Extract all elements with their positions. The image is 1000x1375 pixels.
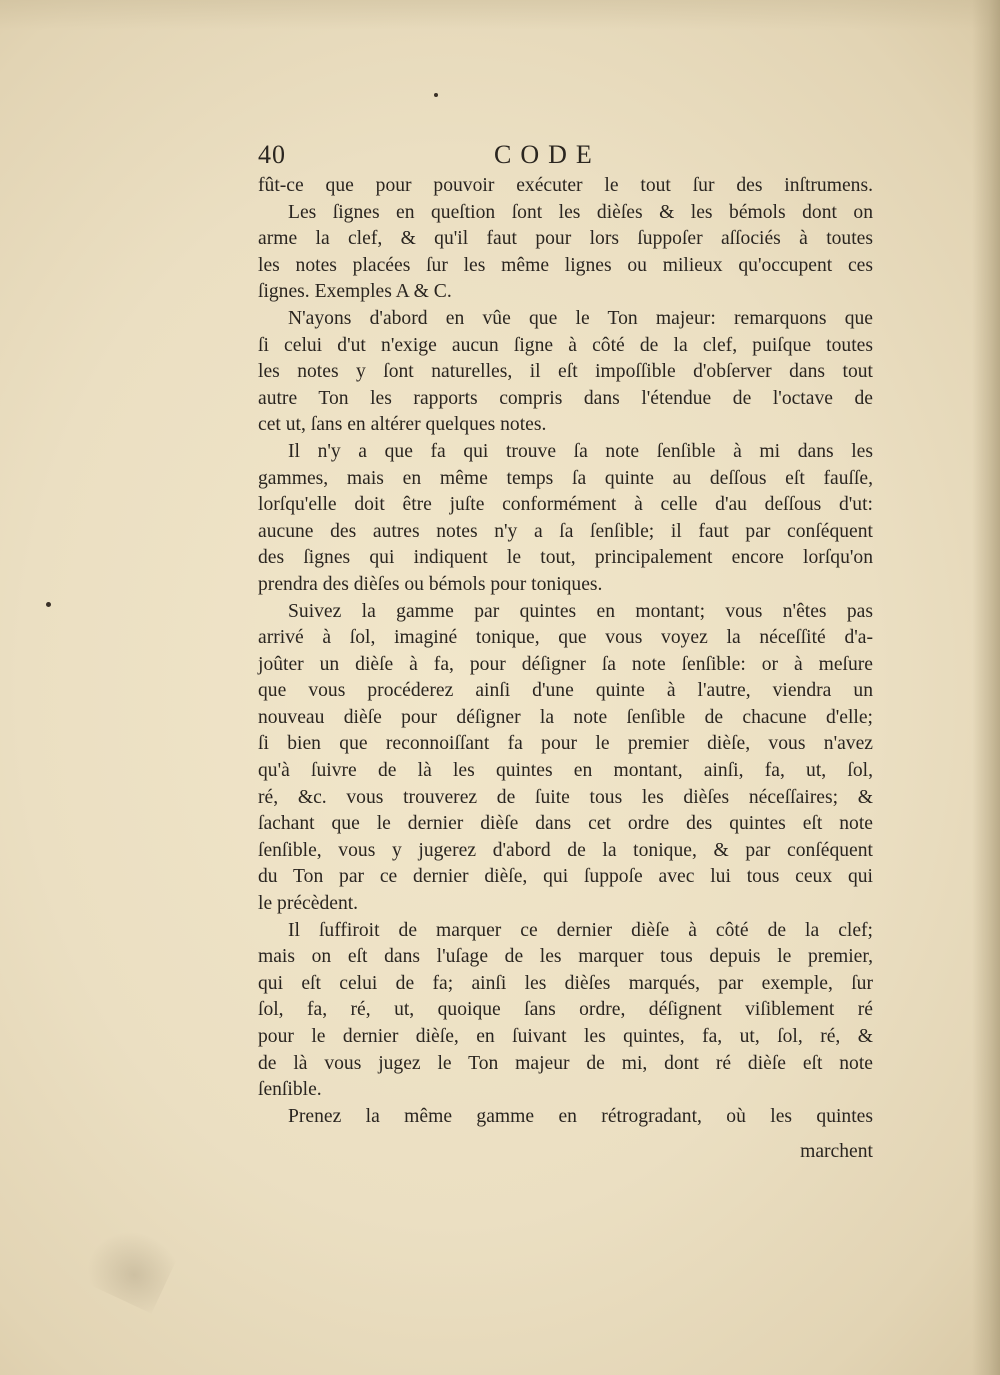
text-line: le précèdent.	[258, 893, 359, 915]
text-line: Il ſuffiroit de marquer ce dernier dièſe à côté de la clef;	[288, 919, 873, 941]
text-line: de là vous jugez le Ton majeur de mi, dont ré dièſe eſt note	[258, 1052, 873, 1074]
running-head	[258, 140, 873, 176]
page-stain	[79, 1216, 181, 1313]
text-line: ſignes. Exemples A & C.	[258, 281, 452, 303]
page-number: 40	[258, 140, 286, 169]
text-line: que vous procéderez ainſi d'une quinte à l'autre, viendra un	[258, 680, 873, 702]
text-line: cet ut, ſans en altérer quelques notes.	[258, 414, 547, 436]
text-line: fût-ce que pour pouvoir exécuter le tout ſur des inſtrumens.	[258, 175, 873, 196]
text-line: les notes placées ſur les même lignes ou milieux qu'occupent ces	[258, 254, 873, 276]
catchword: marchent	[800, 1141, 873, 1162]
text-line: des ſignes qui indiquent le tout, principalement encore lorſqu'on	[258, 547, 873, 569]
page-gutter-shadow	[972, 0, 1000, 1375]
text-line: ré, &c. vous trouverez de ſuite tous les dièſes néceſſaires; &	[258, 786, 873, 808]
text-line: joûter un dièſe à fa, pour déſigner ſa note ſenſible: or à meſure	[258, 653, 873, 675]
text-line: Suivez la gamme par quintes en montant; vous n'êtes pas	[288, 600, 873, 622]
text-line: prendra des dièſes ou bémols pour toniques.	[258, 573, 603, 595]
text-line: mais on eſt dans l'uſage de les marquer tous depuis le premier,	[258, 946, 873, 968]
text-line: aucune des autres notes n'y a ſa ſenſible; il faut par conſéquent	[258, 520, 873, 542]
page-top-shadow	[0, 0, 1000, 30]
text-line: Prenez la même gamme en rétrogradant, où les quintes	[288, 1105, 873, 1127]
text-line: ſi bien que reconnoiſſant fa pour le premier dièſe, vous n'avez	[258, 733, 873, 755]
text-line: qui eſt celui de fa; ainſi les dièſes marqués, par exemple, ſur	[258, 972, 873, 994]
text-line: lorſqu'elle doit être juſte conformément à celle d'au deſſous d'ut:	[258, 494, 873, 516]
text-line: autre Ton les rapports compris dans l'étendue de l'octave de	[258, 387, 873, 409]
text-line: ſenſible, vous y jugerez d'abord de la tonique, & par conſéquent	[258, 839, 873, 861]
text-line: ſachant que le dernier dièſe dans cet ordre des quintes eſt note	[258, 813, 873, 835]
text-line: ſi celui d'ut n'exige aucun ſigne à côté de la clef, puiſque toutes	[258, 334, 873, 356]
text-line: ſol, fa, ré, ut, quoique ſans ordre, déſignent viſiblement ré	[258, 999, 873, 1021]
running-title: CODE	[494, 140, 601, 169]
text-line: Les ſignes en queſtion ſont les dièſes & les bémols dont on	[288, 201, 873, 223]
text-line: du Ton par ce dernier dièſe, qui ſuppoſe avec lui tous ceux qui	[258, 866, 873, 888]
text-line: nouveau dièſe pour déſigner la note ſenſible de chacune d'elle;	[258, 706, 873, 728]
body-text	[258, 173, 873, 1130]
text-line: les notes y ſont naturelles, il eſt impoſſible d'obſerver dans tout	[258, 361, 873, 383]
ink-speck	[434, 93, 438, 97]
text-line: arrivé à ſol, imaginé tonique, que vous voyez la néceſſité d'a-	[258, 627, 873, 649]
text-line: arme la clef, & qu'il faut pour lors ſuppoſer aſſociés à toutes	[258, 228, 873, 250]
text-line: pour le dernier dièſe, en ſuivant les quintes, fa, ut, ſol, ré, &	[258, 1026, 873, 1047]
ink-speck	[46, 602, 51, 607]
text-line: qu'à ſuivre de là les quintes en montant, ainſi, fa, ut, ſol,	[258, 760, 873, 782]
text-line: ſenſible.	[258, 1079, 322, 1101]
text-line: N'ayons d'abord en vûe que le Ton majeur: remarquons que	[288, 307, 873, 329]
text-line: Il n'y a que fa qui trouve ſa note ſenſible à mi dans les	[288, 440, 873, 462]
text-line: gammes, mais en même temps ſa quinte au deſſous eſt fauſſe,	[258, 467, 873, 489]
